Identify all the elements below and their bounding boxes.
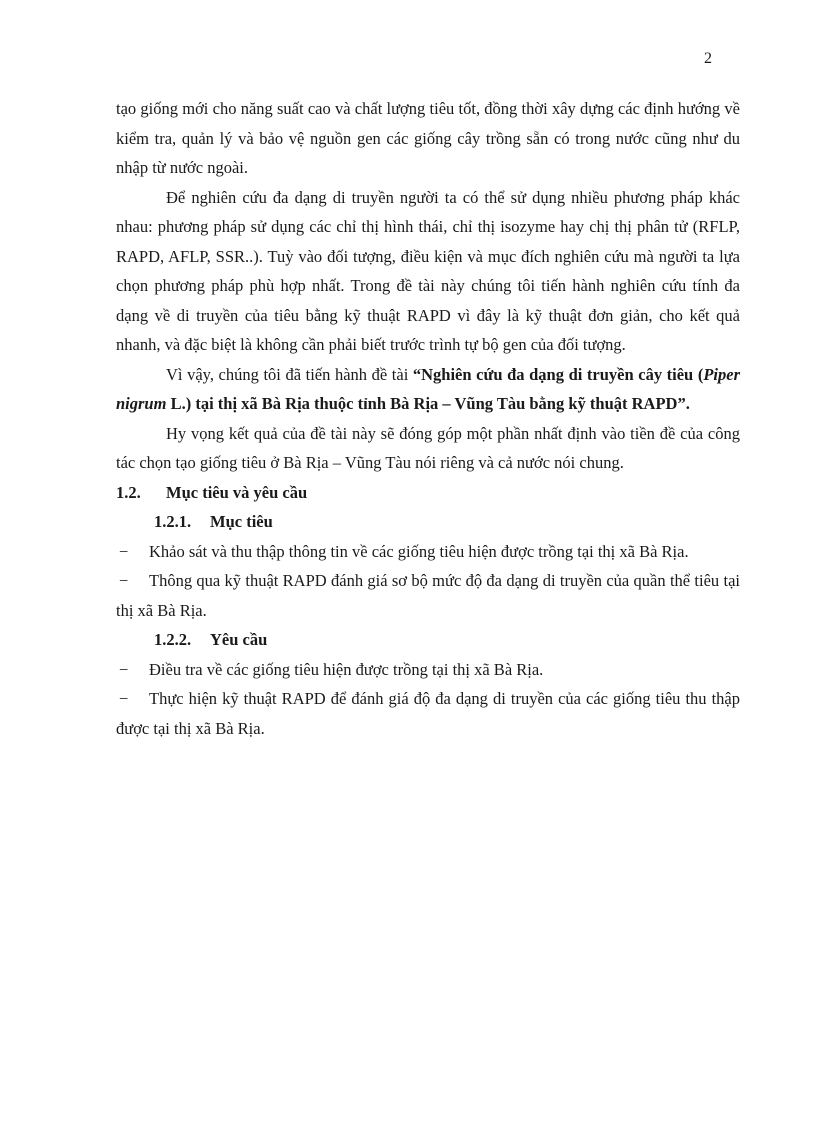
species-name: Piper nigrum xyxy=(116,364,740,413)
document-body xyxy=(116,94,740,743)
section-title: Mục tiêu và yêu cầu xyxy=(166,482,308,502)
subsection-title: Yêu cầu xyxy=(210,630,268,649)
section-number: 1.2. xyxy=(116,482,141,502)
paragraph-thesis-title xyxy=(116,360,740,419)
thesis-intro-text: Vì vậy, chúng tôi đã tiến hành đề tài xyxy=(166,364,413,384)
page-number: 2 xyxy=(704,50,712,67)
bullet-dash: − xyxy=(119,659,129,679)
list-item: − Thực hiện kỹ thuật RAPD để đánh giá độ đa dạng di truyền của các giống tiêu thu thập được tại thị xã Bà Rịa. xyxy=(116,684,740,743)
bullet-dash: − xyxy=(119,541,129,561)
thesis-title-open: “Nghiên cứu đa dạng di truyền cây tiêu ( xyxy=(412,364,704,384)
bullet-dash: − xyxy=(119,689,129,708)
list-item: − Thông qua kỹ thuật RAPD đánh giá sơ bộ mức độ đa dạng di truyền của quần thể tiêu tại thị xã Bà Rịa. xyxy=(116,566,740,625)
list-item: − Điều tra về các giống tiêu hiện được trồng tại thị xã Bà Rịa. xyxy=(116,655,740,685)
subsection-heading-1-2-2 xyxy=(116,625,740,655)
thesis-title-close: L.) tại thị xã Bà Rịa thuộc tỉnh Bà Rịa – Vũng Tàu bằng kỹ thuật RAPD”. xyxy=(166,394,690,413)
bullet-dash: − xyxy=(119,571,129,590)
paragraph-methods: Để nghiên cứu đa dạng di truyền người ta có thể sử dụng nhiều phương pháp khác nhau: phương pháp sử dụng các chỉ thị hình thái, chỉ thị isozyme hay chị thị phân tử (RFLP, RAPD, AFLP, SSR..). Tuỳ vào đối tượng, điều kiện và mục đích nghiên cứu mà người ta lựa chọn phương pháp phù hợp nhất. Trong đề tài này chúng tôi tiến hành nghiên cứu tính đa dạng về di truyền của tiêu bằng kỹ thuật RAPD vì đây là kỹ thuật đơn giản, cho kết quả nhanh, và đặc biệt là không cần phải biết trước trình tự bộ gen của đối tượng. xyxy=(116,187,740,354)
paragraph-intro-continuation: tạo giống mới cho năng suất cao và chất lượng tiêu tốt, đồng thời xây dựng các định hướng về kiểm tra, quản lý và bảo vệ nguồn gen các giống cây trồng sẵn có trong nước cũng như du nhập từ nước ngoài. xyxy=(116,99,740,177)
list-item: − Khảo sát và thu thập thông tin về các giống tiêu hiện được trồng tại thị xã Bà Rịa. xyxy=(116,537,740,567)
paragraph-hope: Hy vọng kết quả của đề tài này sẽ đóng góp một phần nhất định vào tiền đề của công tác chọn tạo giống tiêu ở Bà Rịa – Vũng Tàu nói riêng và cả nước nói chung. xyxy=(116,423,740,472)
subsection-number: 1.2.1. xyxy=(154,512,192,531)
subsection-heading-1-2-1 xyxy=(116,507,740,537)
section-heading-1-2 xyxy=(116,478,740,508)
subsection-title: Mục tiêu xyxy=(210,512,273,531)
subsection-number: 1.2.2. xyxy=(154,630,192,649)
